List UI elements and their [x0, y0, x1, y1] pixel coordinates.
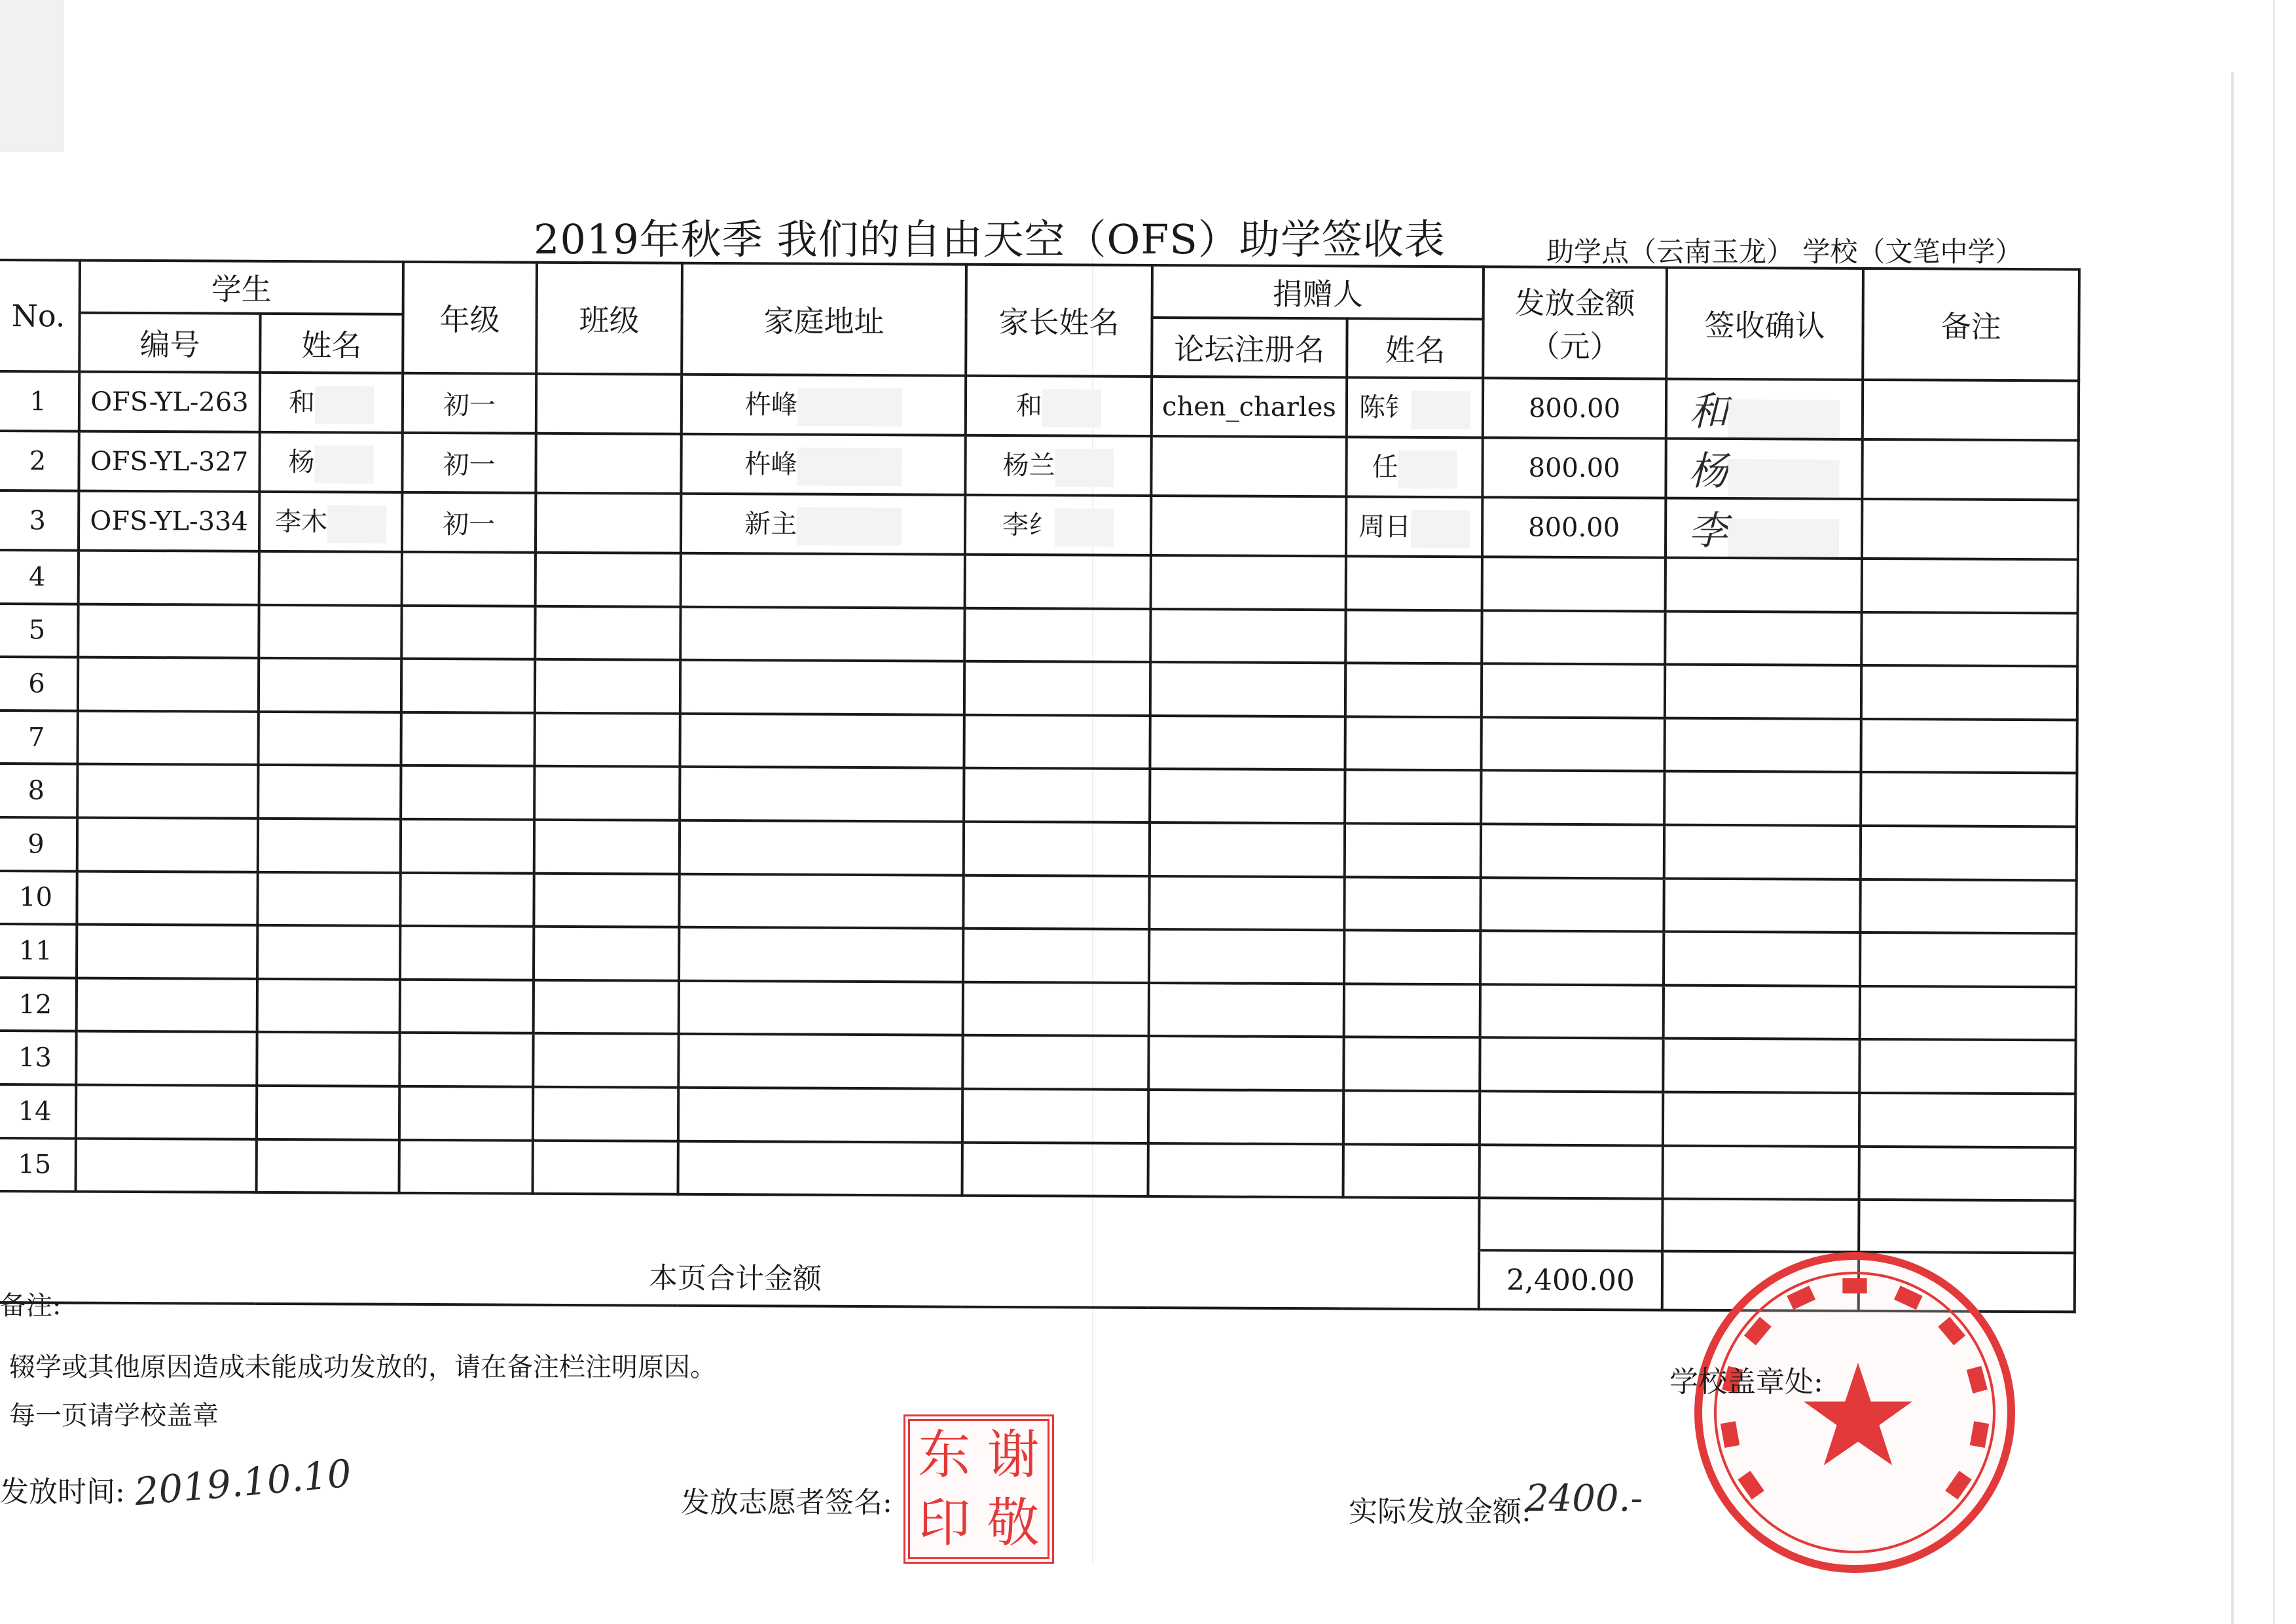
student-name: 李木 — [275, 506, 328, 537]
empty-cell — [1480, 1091, 1663, 1145]
empty-cell — [1860, 986, 2076, 1041]
redaction-block — [1055, 508, 1114, 546]
empty-cell — [1345, 823, 1481, 877]
table-row — [0, 490, 2078, 559]
empty-cell — [534, 980, 679, 1034]
empty-cell — [1666, 558, 1862, 612]
table-row — [0, 710, 2077, 773]
donor-name-cell — [1347, 377, 1483, 437]
spacer-cell — [1479, 1198, 1662, 1251]
donor-forum — [1151, 436, 1346, 496]
row-no: 15 — [0, 1138, 76, 1192]
spacer-cell — [0, 1191, 1480, 1250]
empty-cell — [77, 871, 257, 925]
row-no: 3 — [0, 490, 79, 551]
table-row — [0, 550, 2078, 613]
empty-cell — [1150, 822, 1345, 877]
header-signoff: 签收确认 — [1666, 268, 1863, 380]
empty-cell — [1859, 1146, 2075, 1200]
empty-cell — [1481, 824, 1664, 878]
address-cell — [681, 494, 965, 555]
table-row — [0, 1138, 2075, 1201]
student-id: OFS-YL-327 — [79, 432, 259, 492]
parent-cell — [966, 376, 1152, 436]
grade: 初一 — [403, 373, 536, 434]
date-label: 发放时间: — [0, 1475, 125, 1509]
student-id: OFS-YL-334 — [79, 491, 259, 551]
empty-cell — [77, 978, 257, 1032]
empty-cell — [678, 1088, 962, 1143]
empty-cell — [1345, 716, 1481, 771]
empty-cell — [401, 605, 535, 659]
empty-cell — [399, 1086, 533, 1141]
redaction-block — [1412, 390, 1470, 428]
header-student-name: 姓名 — [260, 314, 403, 373]
redaction-block — [797, 507, 902, 545]
row-no: 6 — [0, 657, 78, 710]
empty-cell — [964, 822, 1150, 876]
empty-cell — [1345, 663, 1482, 718]
sign-cell — [1666, 379, 1863, 439]
header-grade: 年级 — [403, 262, 537, 374]
empty-cell — [963, 875, 1149, 929]
empty-cell — [1345, 770, 1481, 824]
header-address: 家庭地址 — [682, 263, 966, 376]
empty-cell — [533, 1033, 678, 1088]
empty-cell — [1151, 555, 1346, 610]
row-no: 2 — [0, 431, 79, 491]
class — [536, 374, 682, 434]
empty-cell — [78, 604, 259, 658]
donor-name-cell — [1346, 496, 1482, 557]
empty-cell — [77, 818, 258, 872]
row-no: 1 — [0, 371, 79, 432]
empty-cell — [1862, 559, 2078, 613]
table-row — [0, 1031, 2076, 1094]
seal-char: 敬 — [987, 1492, 1040, 1553]
student-name-cell — [260, 373, 403, 433]
seal-char: 谢 — [987, 1424, 1040, 1485]
empty-cell — [1861, 719, 2077, 773]
empty-cell — [534, 766, 680, 821]
empty-cell — [964, 608, 1150, 662]
address: 新主 — [744, 508, 797, 540]
seal-char: 东 — [918, 1424, 971, 1485]
header-amount-label: 发放金额 — [1514, 285, 1635, 322]
note-line-1: 辍学或其他原因造成未能成功发放的，请在备注栏注明原因。 — [9, 1352, 716, 1382]
table-row — [0, 604, 2078, 667]
empty-cell — [1663, 1039, 1859, 1093]
empty-cell — [680, 714, 964, 769]
header-student: 学生 — [80, 261, 403, 314]
empty-cell — [1344, 984, 1480, 1038]
row-no: 14 — [0, 1084, 76, 1138]
empty-cell — [1482, 610, 1665, 665]
row-no: 5 — [0, 604, 79, 657]
empty-cell — [401, 819, 534, 874]
header-donor-name: 姓名 — [1347, 318, 1483, 378]
empty-cell — [678, 1141, 962, 1196]
redaction-block — [1055, 449, 1114, 487]
empty-cell — [1480, 1145, 1663, 1199]
empty-cell — [1665, 611, 1861, 665]
empty-cell — [534, 820, 680, 874]
empty-cell — [400, 926, 534, 980]
student-name-cell — [259, 432, 402, 492]
empty-cell — [1149, 983, 1344, 1037]
empty-cell — [76, 1031, 257, 1086]
empty-cell — [257, 1086, 399, 1140]
empty-cell — [681, 553, 965, 608]
empty-cell — [259, 551, 402, 606]
empty-cell — [1344, 931, 1480, 985]
student-id: OFS-YL-263 — [79, 372, 260, 432]
empty-cell — [964, 714, 1150, 769]
spacer-cell — [1859, 1200, 2075, 1253]
empty-cell — [77, 925, 257, 979]
school-stamp-label: 学校盖章处: — [1669, 1365, 1823, 1399]
empty-cell — [257, 1139, 399, 1193]
school-seal — [1694, 1252, 2015, 1573]
redaction-block — [1728, 519, 1839, 557]
parent-cell — [965, 495, 1151, 555]
volunteer-label: 发放志愿者签名: — [681, 1486, 892, 1519]
empty-cell — [257, 925, 400, 980]
empty-cell — [1343, 1090, 1480, 1145]
empty-cell — [257, 1032, 399, 1086]
remark — [1862, 439, 2078, 500]
student-name-cell — [259, 492, 402, 552]
empty-cell — [1480, 1038, 1663, 1092]
total-label: 本页合计金额 — [0, 1244, 1479, 1309]
empty-cell — [963, 929, 1149, 983]
empty-cell — [401, 712, 534, 767]
amount: 800.00 — [1483, 378, 1666, 438]
empty-cell — [964, 661, 1150, 716]
empty-cell — [1481, 771, 1664, 825]
donor-forum — [1151, 496, 1346, 556]
row-no: 4 — [0, 550, 79, 604]
empty-cell — [77, 764, 258, 819]
empty-cell — [1148, 1143, 1343, 1198]
blank-rows — [0, 550, 2078, 1201]
redaction-block — [1411, 509, 1470, 547]
table-row — [0, 657, 2077, 720]
row-no: 12 — [0, 978, 77, 1031]
empty-cell — [1859, 1039, 2075, 1094]
empty-cell — [1664, 985, 1860, 1039]
empty-cell — [1346, 556, 1482, 610]
total-amount: 2,400.00 — [1479, 1250, 1662, 1310]
empty-cell — [1664, 932, 1860, 986]
class — [536, 434, 681, 494]
empty-cell — [1480, 931, 1664, 985]
empty-cell — [259, 658, 401, 712]
empty-cell — [679, 874, 963, 929]
empty-cell — [1345, 610, 1482, 664]
empty-cell — [680, 606, 964, 661]
empty-cell — [1148, 1036, 1343, 1090]
handwritten-signature: 和 — [1688, 388, 1729, 435]
handwritten-amount: 2400.- — [1525, 1477, 1643, 1520]
empty-cell — [680, 767, 964, 822]
empty-cell — [535, 659, 680, 714]
empty-cell — [400, 872, 534, 927]
empty-cell — [1149, 876, 1344, 931]
empty-cell — [963, 982, 1149, 1036]
empty-cell — [1861, 612, 2077, 667]
redaction-block — [797, 388, 902, 426]
empty-cell — [401, 659, 535, 713]
signoff-table — [0, 259, 2081, 1314]
table-row — [0, 371, 2079, 440]
empty-cell — [1663, 1092, 1859, 1147]
empty-cell — [1664, 771, 1861, 826]
empty-cell — [1860, 932, 2076, 987]
table-row — [0, 978, 2076, 1041]
empty-cell — [1664, 718, 1861, 772]
donor-forum: chen_charles — [1152, 377, 1347, 437]
empty-cell — [962, 1142, 1148, 1196]
table-row — [0, 871, 2077, 934]
empty-cell — [1665, 665, 1861, 719]
empty-cell — [257, 979, 400, 1033]
header-amount — [1483, 267, 1667, 378]
empty-cell — [399, 1033, 533, 1087]
empty-cell — [535, 606, 680, 660]
empty-cell — [680, 660, 964, 715]
empty-cell — [1148, 1090, 1343, 1144]
redaction-block — [1728, 399, 1840, 438]
donor-name: 任 — [1372, 452, 1398, 483]
address: 杵峰 — [744, 449, 797, 480]
empty-cell — [1861, 665, 2077, 720]
form-title: 2019年秋季 我们的自由天空（OFS）助学签收表 — [534, 215, 1446, 263]
volunteer-seal — [903, 1414, 1054, 1564]
header-class: 班级 — [536, 263, 682, 375]
redaction-block — [1042, 389, 1101, 427]
empty-cell — [258, 819, 401, 873]
empty-cell — [78, 657, 259, 712]
header-parent: 家长姓名 — [966, 265, 1152, 377]
empty-cell — [1149, 929, 1344, 984]
empty-cell — [257, 872, 400, 926]
note-line-2: 每一页请学校盖章 — [9, 1401, 219, 1431]
empty-cell — [76, 1085, 257, 1139]
donor-name: 周日 — [1358, 511, 1412, 542]
table-row — [0, 764, 2077, 826]
remark — [1863, 380, 2079, 440]
sign-cell — [1666, 439, 1862, 499]
empty-cell — [1482, 663, 1665, 718]
empty-cell — [533, 1087, 678, 1141]
header-amount-unit: （元） — [1529, 328, 1620, 365]
empty-cell — [964, 768, 1150, 822]
empty-cell — [533, 1140, 678, 1194]
empty-cell — [1861, 826, 2077, 880]
class — [536, 493, 681, 553]
row-no: 8 — [0, 764, 77, 817]
header-no: No. — [0, 260, 80, 372]
parent-name: 和 — [1015, 390, 1043, 421]
empty-cell — [965, 555, 1151, 609]
row-no: 10 — [0, 871, 77, 925]
row-no: 11 — [0, 924, 77, 978]
empty-cell — [1481, 717, 1664, 771]
empty-cell — [1150, 609, 1345, 663]
empty-cell — [259, 604, 401, 659]
redaction-block — [327, 505, 386, 543]
spacer-row — [0, 1191, 2075, 1253]
handwritten-signature: 李 — [1688, 507, 1728, 555]
amount: 800.00 — [1482, 497, 1666, 557]
paper-edge — [2231, 72, 2234, 1624]
student-name: 和 — [288, 387, 316, 418]
seal-ring-marks — [1702, 1260, 2007, 1565]
table-row — [0, 924, 2076, 987]
row-no: 13 — [0, 1031, 77, 1084]
empty-cell — [1150, 769, 1345, 823]
address-cell — [682, 375, 966, 435]
empty-cell — [536, 553, 681, 607]
redaction-block — [315, 386, 374, 424]
empty-cell — [1480, 877, 1664, 932]
empty-cell — [402, 552, 536, 606]
empty-cell — [401, 766, 534, 820]
header-remark: 备注 — [1863, 268, 2079, 380]
donor-name-cell — [1346, 437, 1482, 497]
parent-name: 杨兰 — [1002, 450, 1055, 481]
grade: 初一 — [402, 433, 536, 493]
grade: 初一 — [402, 492, 536, 553]
address: 杵峰 — [744, 389, 798, 420]
empty-cell — [962, 1035, 1148, 1090]
empty-cell — [1860, 879, 2076, 933]
school-info: 助学点（云南玉龙） 学校（文笔中学） — [1546, 236, 2023, 268]
header-student-id: 编号 — [79, 313, 260, 373]
empty-cell — [1663, 1145, 1859, 1200]
sign-cell — [1666, 498, 1862, 559]
empty-cell — [258, 765, 401, 819]
row-no: 7 — [0, 710, 78, 764]
paper-edge — [2273, 0, 2275, 1624]
scan-shadow — [0, 0, 64, 152]
empty-cell — [1859, 1093, 2075, 1147]
empty-cell — [534, 713, 680, 767]
empty-cell — [680, 821, 964, 876]
spacer-cell — [1662, 1199, 1859, 1252]
table-row — [0, 1084, 2075, 1147]
empty-cell — [962, 1089, 1148, 1143]
parent-name: 李纟 — [1002, 509, 1055, 540]
row-no: 9 — [0, 817, 77, 871]
remark — [1862, 499, 2078, 559]
empty-cell — [258, 712, 401, 766]
redaction-block — [314, 445, 373, 483]
empty-cell — [678, 1034, 962, 1089]
student-name: 杨 — [288, 447, 315, 477]
redaction-block — [797, 447, 902, 486]
empty-cell — [1480, 984, 1664, 1039]
empty-cell — [1150, 716, 1345, 770]
redaction-block — [1398, 450, 1457, 488]
empty-cell — [1482, 557, 1666, 611]
table-row — [0, 431, 2079, 500]
empty-cell — [534, 873, 679, 927]
empty-cell — [679, 980, 963, 1035]
notes-heading: 备注: — [0, 1291, 62, 1321]
header-donor: 捐赠人 — [1152, 265, 1484, 319]
table-row — [0, 817, 2077, 880]
header-donor-forum: 论坛注册名 — [1152, 318, 1347, 377]
amount: 800.00 — [1482, 437, 1666, 498]
empty-cell — [1150, 662, 1345, 716]
empty-cell — [399, 1139, 533, 1194]
handwritten-signature: 杨 — [1688, 448, 1728, 495]
address-cell — [681, 434, 965, 495]
empty-cell — [79, 551, 259, 605]
parent-cell — [965, 435, 1151, 496]
empty-cell — [1343, 1037, 1480, 1092]
empty-cell — [534, 927, 679, 981]
empty-cell — [679, 927, 963, 982]
actual-amount-label: 实际发放金额: — [1349, 1495, 1531, 1528]
empty-cell — [1664, 825, 1861, 879]
donor-name: 陈钅 — [1358, 392, 1412, 423]
empty-cell — [1343, 1144, 1480, 1198]
empty-cell — [1344, 877, 1480, 931]
seal-char: 印 — [918, 1492, 971, 1553]
redaction-block — [1728, 459, 1839, 498]
empty-cell — [76, 1138, 257, 1192]
empty-cell — [1861, 772, 2077, 826]
empty-cell — [400, 980, 534, 1034]
handwritten-date: 2019.10.10 — [132, 1450, 354, 1515]
empty-cell — [77, 710, 258, 765]
empty-cell — [1664, 878, 1860, 932]
